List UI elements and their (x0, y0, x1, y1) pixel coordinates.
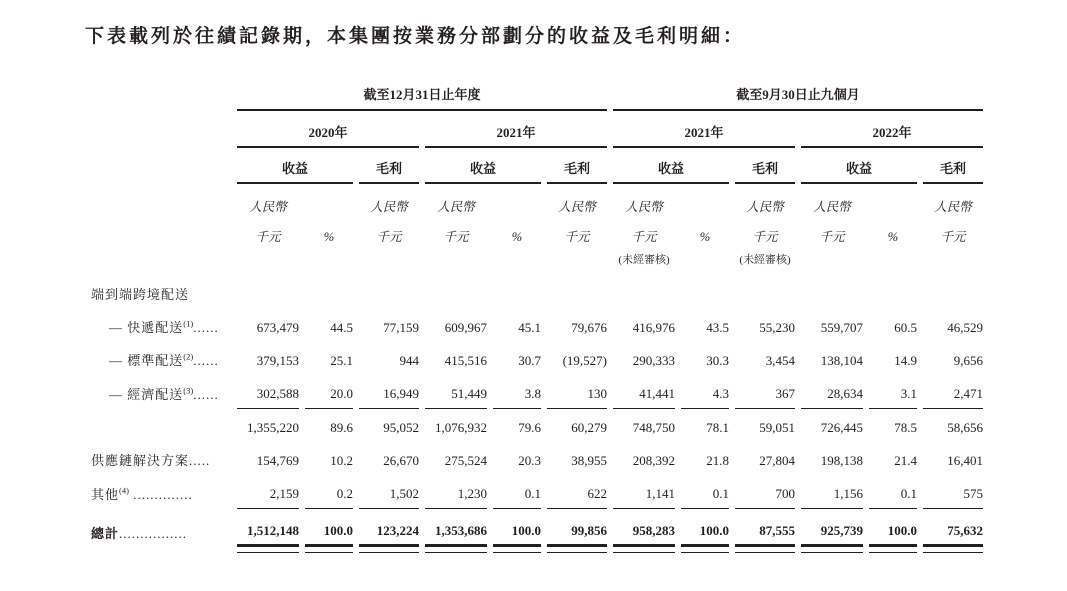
data-cell: 198,138 (820, 453, 863, 468)
data-cell: 4.3 (681, 369, 729, 409)
data-cell: 302,588 (237, 369, 299, 409)
header-rmb: 人民幣 (249, 200, 287, 214)
table-row-currency-header (91, 184, 983, 216)
data-cell: 138,104 (820, 353, 863, 368)
footnote-marker: (3) (183, 385, 194, 396)
data-cell-total: 100.0 (869, 509, 917, 547)
table-row-segment-parent (91, 267, 983, 303)
data-cell: 1,502 (359, 469, 419, 509)
row-label: 端到端跨境配送 (91, 287, 190, 302)
data-cell: 26,670 (383, 453, 419, 468)
dot-leader: .............. (128, 487, 193, 502)
data-cell: 3.8 (493, 369, 541, 409)
spacer-cell (493, 184, 541, 216)
table-row (91, 436, 983, 469)
data-cell: 21.4 (894, 453, 917, 468)
header-nine-months-2022: 2022年 (801, 111, 983, 148)
data-cell: 77,159 (383, 320, 419, 335)
data-cell: 25.1 (330, 353, 353, 368)
spacer-cell (91, 111, 231, 148)
header-rmb: 人民幣 (558, 200, 596, 214)
data-cell: 0.2 (305, 469, 353, 509)
data-cell: 58,656 (947, 420, 983, 435)
data-cell: 379,153 (256, 353, 299, 368)
data-cell: 3.1 (869, 369, 917, 409)
header-rmb: 人民幣 (934, 200, 972, 214)
data-cell-total: 100.0 (493, 509, 541, 547)
header-thousand: 千元 (752, 230, 778, 244)
row-label: — 經濟配送$^{(3)}$...... (109, 385, 219, 402)
header-rmb: 人民幣 (746, 200, 784, 214)
header-revenue: 收益 (801, 148, 917, 184)
data-cell: 575 (923, 469, 983, 509)
data-cell: 154,769 (256, 453, 299, 468)
data-cell: 0.1 (869, 469, 917, 509)
spacer-cell (91, 148, 231, 184)
footnote-marker: (4) (119, 485, 129, 496)
spacer-cell (237, 246, 299, 267)
header-percent: % (511, 230, 523, 244)
data-cell-total: 75,632 (923, 509, 983, 547)
data-cell: 60.5 (894, 320, 917, 335)
spacer-cell (801, 246, 863, 267)
table-row-period-header (91, 86, 983, 111)
header-percent: % (699, 230, 711, 244)
data-cell: 95,052 (383, 420, 419, 435)
table-row (91, 369, 983, 409)
data-cell: 0.1 (493, 469, 541, 509)
header-revenue: 收益 (425, 148, 541, 184)
data-cell: 9,656 (953, 353, 983, 368)
table-row-total (91, 509, 983, 547)
data-cell: 944 (399, 353, 419, 368)
data-cell: 622 (547, 469, 607, 509)
data-cell: 609,967 (444, 320, 487, 335)
data-cell: 89.6 (330, 420, 353, 435)
data-cell: 41,441 (613, 369, 675, 409)
data-cell: 559,707 (820, 320, 863, 335)
data-cell: 51,449 (425, 369, 487, 409)
header-percent: % (887, 230, 899, 244)
spacer-cell (923, 246, 983, 267)
data-cell: 1,141 (613, 469, 675, 509)
data-cell: 78.1 (706, 420, 729, 435)
data-cell: 275,524 (444, 453, 487, 468)
header-gross-profit: 毛利 (923, 148, 983, 184)
data-cell: (19,527) (562, 353, 607, 368)
header-rmb: 人民幣 (813, 200, 851, 214)
row-label-total: 總計................ (91, 526, 188, 541)
spacer-cell (359, 246, 419, 267)
header-revenue: 收益 (237, 148, 353, 184)
data-cell: 28,634 (801, 369, 863, 409)
data-cell: 2,159 (237, 469, 299, 509)
header-year-2020: 2020年 (237, 111, 419, 148)
table-row-measure-header (91, 148, 983, 184)
spacer-cell (91, 184, 231, 216)
table-row-unit-header (91, 216, 983, 246)
data-cell: 130 (547, 369, 607, 409)
data-cell: 44.5 (330, 320, 353, 335)
data-cell: 20.3 (518, 453, 541, 468)
data-cell: 1,230 (425, 469, 487, 509)
spacer-cell (305, 184, 353, 216)
header-thousand: 千元 (376, 230, 402, 244)
header-period-nine-months: 截至9月30日止九個月 (613, 86, 983, 111)
dot-leader: ...... (193, 387, 219, 402)
dot-leader: ..... (189, 453, 211, 468)
footnote-marker: (2) (183, 351, 194, 362)
spacer-cell (91, 86, 231, 111)
row-label: — 標準配送$^{(2)}$...... (109, 351, 219, 368)
table-row (91, 469, 983, 509)
header-percent: % (323, 230, 335, 244)
data-cell: 78.5 (894, 420, 917, 435)
header-thousand: 千元 (819, 230, 845, 244)
data-cell: 3,454 (765, 353, 795, 368)
spacer-cell (493, 246, 541, 267)
header-gross-profit: 毛利 (547, 148, 607, 184)
data-cell: 290,333 (632, 353, 675, 368)
header-unaudited: (未經審核) (739, 254, 791, 266)
table-row (91, 303, 983, 336)
data-cell: 16,401 (947, 453, 983, 468)
header-thousand: 千元 (940, 230, 966, 244)
header-thousand: 千元 (443, 230, 469, 244)
data-cell: 1,156 (801, 469, 863, 509)
data-cell: 21.8 (706, 453, 729, 468)
header-thousand: 千元 (564, 230, 590, 244)
data-cell-total: 958,283 (613, 509, 675, 547)
data-cell: 367 (735, 369, 795, 409)
data-cell: 1,076,932 (435, 420, 487, 435)
row-label: 其他$^{(4)}$ .............. (91, 485, 193, 502)
data-cell-total: 925,739 (801, 509, 863, 547)
data-cell: 726,445 (820, 420, 863, 435)
dot-leader: ................ (119, 526, 188, 541)
data-cell: 30.7 (518, 353, 541, 368)
data-cell: 46,529 (947, 320, 983, 335)
data-cell: 2,471 (923, 369, 983, 409)
spacer-cell (681, 246, 729, 267)
spacer-cell (91, 246, 231, 267)
data-cell-total: 1,353,686 (425, 509, 487, 547)
data-cell: 60,279 (571, 420, 607, 435)
data-cell: 673,479 (256, 320, 299, 335)
header-rmb: 人民幣 (437, 200, 475, 214)
data-cell: 59,051 (759, 420, 795, 435)
header-nine-months-2021: 2021年 (613, 111, 795, 148)
data-cell: 45.1 (518, 320, 541, 335)
header-period-annual: 截至12月31日止年度 (237, 86, 607, 111)
data-cell-total: 1,512,148 (237, 509, 299, 547)
data-cell: 14.9 (894, 353, 917, 368)
data-cell-total: 100.0 (305, 509, 353, 547)
data-cell: 38,955 (571, 453, 607, 468)
dot-leader: ...... (193, 353, 219, 368)
row-label: 供應鏈解決方案..... (91, 453, 211, 468)
data-cell: 10.2 (330, 453, 353, 468)
table-row-unaudited-header (91, 246, 983, 267)
row-label (91, 409, 231, 436)
table-row-year-header (91, 111, 983, 148)
data-cell: 748,750 (632, 420, 675, 435)
spacer-cell (681, 184, 729, 216)
data-cell: 1,355,220 (247, 420, 299, 435)
section-title: 下表載列於往績記錄期，本集團按業務分部劃分的收益及毛利明細： (85, 26, 746, 47)
header-rmb: 人民幣 (370, 200, 408, 214)
data-cell: 30.3 (706, 353, 729, 368)
data-cell: 0.1 (681, 469, 729, 509)
header-thousand: 千元 (255, 230, 281, 244)
data-cell: 27,804 (759, 453, 795, 468)
spacer-cell (91, 216, 231, 246)
spacer-cell (869, 184, 917, 216)
header-gross-profit: 毛利 (359, 148, 419, 184)
header-year-2021: 2021年 (425, 111, 607, 148)
dot-leader: ...... (193, 320, 219, 335)
data-cell: 700 (735, 469, 795, 509)
data-cell-total: 99,856 (547, 509, 607, 547)
table-row (91, 336, 983, 369)
spacer-cell (869, 246, 917, 267)
data-cell: 79.6 (518, 420, 541, 435)
row-label: — 快遞配送$^{(1)}$...... (109, 318, 219, 335)
spacer-cell (305, 246, 353, 267)
data-cell-total: 87,555 (735, 509, 795, 547)
data-cell: 415,516 (444, 353, 487, 368)
data-cell: 55,230 (759, 320, 795, 335)
data-cell: 79,676 (571, 320, 607, 335)
header-rmb: 人民幣 (625, 200, 663, 214)
data-cell: 16,949 (359, 369, 419, 409)
data-cell-total: 123,224 (359, 509, 419, 547)
revenue-gross-profit-table (85, 86, 989, 581)
spacer-cell (425, 246, 487, 267)
header-unaudited: (未經審核) (618, 254, 670, 266)
data-cell-total: 100.0 (681, 509, 729, 547)
header-gross-profit: 毛利 (735, 148, 795, 184)
data-cell: 43.5 (706, 320, 729, 335)
header-thousand: 千元 (631, 230, 657, 244)
table-row-subtotal (91, 409, 983, 436)
spacer-cell (547, 246, 607, 267)
footnote-marker: (1) (183, 318, 194, 329)
data-cell: 20.0 (305, 369, 353, 409)
data-cell: 208,392 (632, 453, 675, 468)
header-revenue: 收益 (613, 148, 729, 184)
data-cell: 416,976 (632, 320, 675, 335)
